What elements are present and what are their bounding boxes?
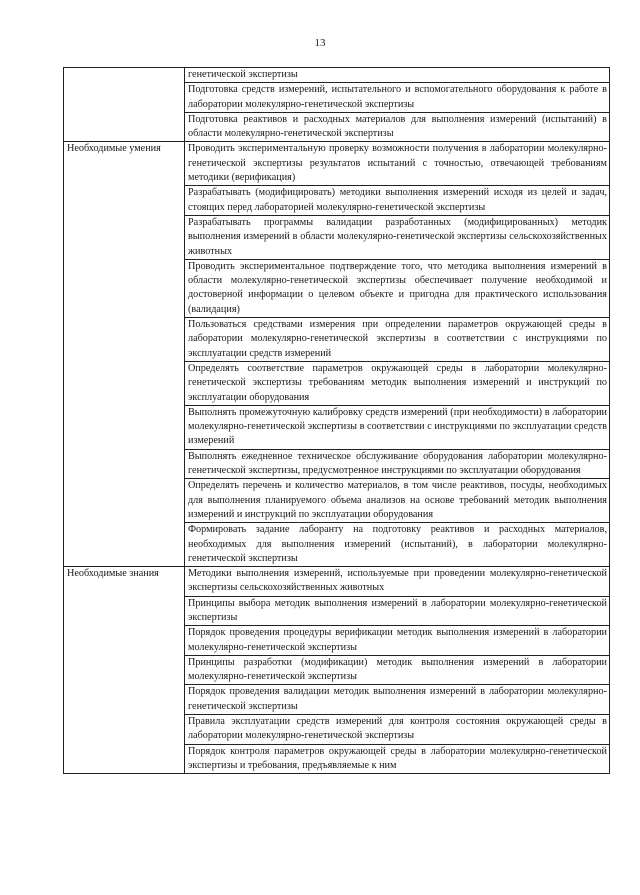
page-number: 13 bbox=[314, 37, 326, 49]
requirement-cell: Принципы разработки (модификации) методик выполнения измерений в лаборатории молекулярно-генетической экспертизы bbox=[185, 655, 610, 685]
section-label: Необходимые умения bbox=[64, 142, 185, 567]
requirement-cell: Разрабатывать (модифицировать) методики выполнения измерений исходя из целей и задач, стоящих перед лабораторией молекулярно-генетической экспертизы bbox=[185, 186, 610, 216]
requirement-cell: Порядок проведения процедуры верификации методик выполнения измерений в лаборатории молекулярно-генетической экспертизы bbox=[185, 626, 610, 656]
section-label: Необходимые знания bbox=[64, 567, 185, 774]
table-row bbox=[64, 68, 610, 83]
section-label bbox=[64, 68, 185, 142]
requirement-cell: Пользоваться средствами измерения при определении параметров окружающей среды в лаборатории молекулярно-генетической экспертизы в соответствии с инструкциями по эксплуатации средств измерений bbox=[185, 318, 610, 362]
requirement-cell: Формировать задание лаборанту на подготовку реактивов и расходных материалов, необходимых для выполнения измерений (испытаний), в лаборатории молекулярно-генетической экспертизы bbox=[185, 523, 610, 567]
requirement-cell: Проводить экспериментальное подтверждение того, что методика выполнения измерений в области молекулярно-генетической экспертизы обеспечивает получение необходимой и достоверной информации о целевом объекте и пригодна для практического использования (валидация) bbox=[185, 259, 610, 317]
requirement-cell: Подготовка реактивов и расходных материалов для выполнения измерений (испытаний) в области молекулярно-генетической экспертизы bbox=[185, 112, 610, 142]
requirement-cell: Определять перечень и количество материалов, в том числе реактивов, посуды, необходимых для выполнения планируемого объема анализов на основе требований методик выполнения измерений и инструкций по эксплуатации оборудования bbox=[185, 479, 610, 523]
requirement-cell: Разрабатывать программы валидации разработанных (модифицированных) методик выполнения измерений в области молекулярно-генетической экспертизы сельскохозяйственных животных bbox=[185, 215, 610, 259]
requirement-cell: Выполнять промежуточную калибровку средств измерений (при необходимости) в лаборатории молекулярно-генетической экспертизы в соответствии с инструкциями по эксплуатации средств измерений bbox=[185, 405, 610, 449]
competency-table bbox=[63, 67, 610, 774]
requirement-cell: Порядок проведения валидации методик выполнения измерений в лаборатории молекулярно-генетической экспертизы bbox=[185, 685, 610, 715]
requirement-cell: Подготовка средств измерений, испытательного и вспомогательного оборудования к работе в лаборатории молекулярно-генетической экспертизы bbox=[185, 83, 610, 113]
requirement-cell: Проводить экспериментальную проверку возможности получения в лаборатории молекулярно-генетической экспертизы результатов испытаний с точностью, отвечающей требованиям методики (верификация) bbox=[185, 142, 610, 186]
requirement-cell: Принципы выбора методик выполнения измерений в лаборатории молекулярно-генетической экспертизы bbox=[185, 596, 610, 626]
requirement-cell: Методики выполнения измерений, используемые при проведении молекулярно-генетической экспертизы сельскохозяйственных животных bbox=[185, 567, 610, 597]
requirement-cell: Выполнять ежедневное техническое обслуживание оборудования лаборатории молекулярно-генетической экспертизы, предусмотренное инструкциями по эксплуатации оборудования bbox=[185, 449, 610, 479]
table-row bbox=[64, 142, 610, 186]
requirement-cell: генетической экспертизы bbox=[185, 68, 610, 83]
requirement-cell: Определять соответствие параметров окружающей среды в лаборатории молекулярно-генетической экспертизы требованиям методик выполнения измерений и инструкций по эксплуатации оборудования bbox=[185, 361, 610, 405]
table-row bbox=[64, 567, 610, 597]
requirement-cell: Правила эксплуатации средств измерений для контроля состояния окружающей среды в лаборатории молекулярно-генетической экспертизы bbox=[185, 715, 610, 745]
requirement-cell: Порядок контроля параметров окружающей среды в лаборатории молекулярно-генетической экспертизы и требования, предъявляемые к ним bbox=[185, 744, 610, 774]
